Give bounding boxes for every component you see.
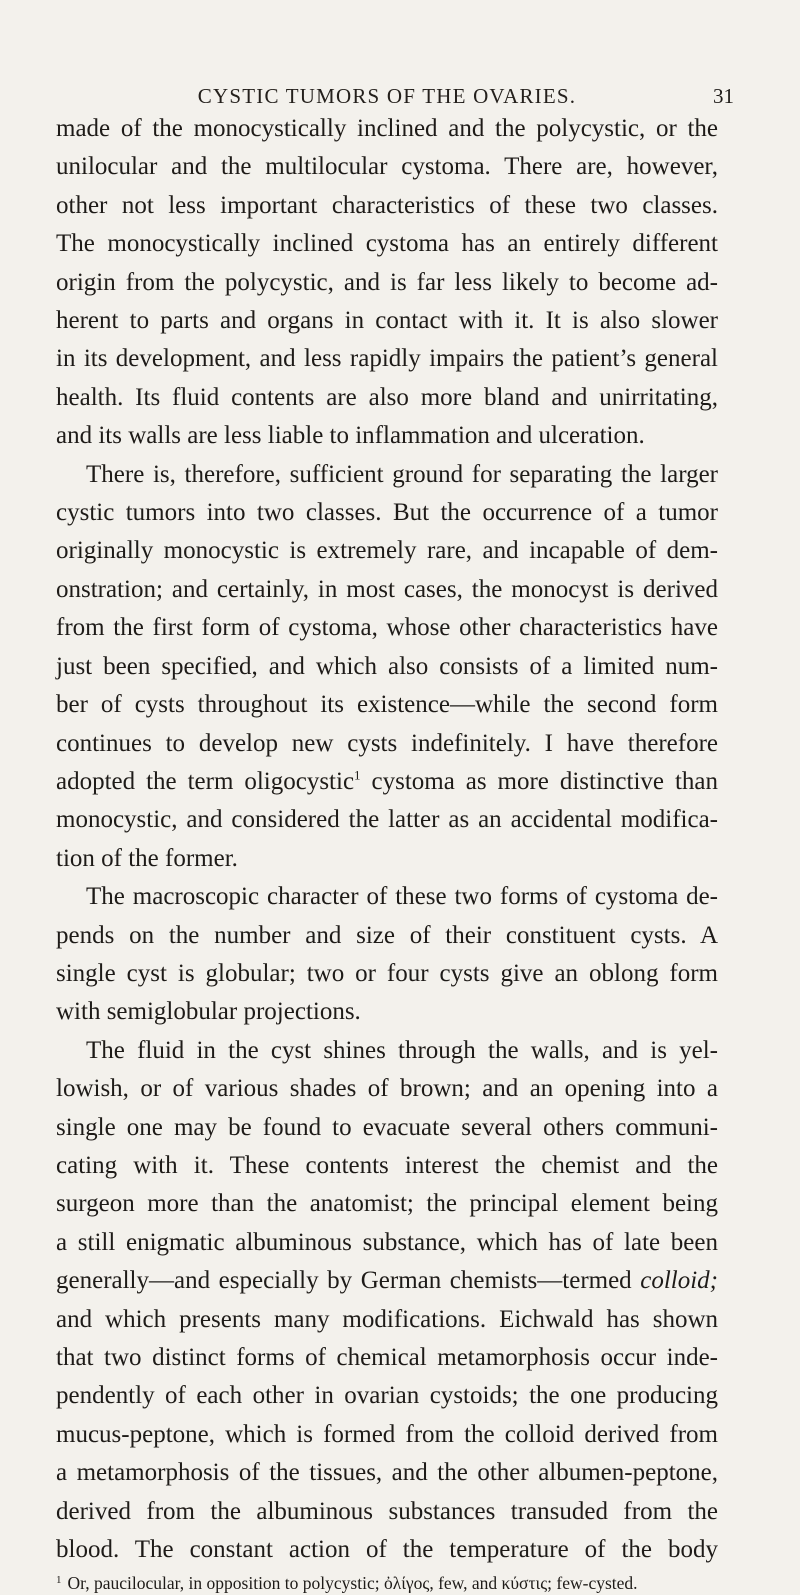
paragraph-1 [56, 110, 718, 456]
text-line: from the first form of cystoma, whose other characteristics have [56, 614, 718, 642]
text-line: other not less important characteristics of these two classes. [56, 191, 718, 219]
text-line: originally monocystic is extremely rare, and incapable of dem- [56, 537, 718, 565]
text-line: The fluid in the cyst shines through the walls, and is yel- [86, 1036, 718, 1064]
text-line: The macroscopic character of these two forms of cystoma de- [86, 883, 718, 911]
text-segment: generally—and especially by German chemists—termed [56, 1267, 632, 1295]
footnote-reference[interactable]: 1 [354, 767, 361, 783]
paragraph-2 [56, 456, 718, 878]
footnote-mark: 1 [56, 1573, 62, 1586]
text-line: and which presents many modifications. Eichwald has shown [56, 1305, 718, 1333]
text-line: onstration; and certainly, in most cases, the monocyst is derived [56, 575, 718, 603]
text-line: with semiglobular projections. [56, 998, 361, 1026]
footnote [56, 1571, 718, 1595]
text-line: tion of the former. [56, 844, 238, 872]
text-line: made of the monocystically inclined and the polycystic, or the [56, 115, 718, 142]
text-line: pendently of each other in ovarian cystoids; the one producing [56, 1382, 718, 1410]
text-line: ber of cysts throughout its existence—while the second form [56, 691, 718, 719]
running-head [56, 0, 734, 110]
text-line-with-footnote-ref [56, 763, 718, 801]
text-line-with-italic [56, 1262, 718, 1300]
text-line: continues to develop new cysts indefinitely. I have therefore [56, 729, 718, 757]
running-head-title: CYSTIC TUMORS OF THE OVARIES. [197, 84, 577, 108]
text-line: in its development, and less rapidly impairs the patient’s general [56, 345, 718, 373]
text-segment: adopted the term oligocystic [56, 767, 355, 795]
text-line: origin from the polycystic, and is far less likely to become ad- [56, 268, 718, 296]
italic-term: colloid; [640, 1267, 719, 1295]
text-line: just been specified, and which also consists of a limited num- [56, 652, 718, 680]
text-line: lowish, or of various shades of brown; and an opening into a [56, 1075, 718, 1103]
text-line: and its walls are less liable to inflammation and ulceration. [56, 422, 645, 450]
footnote-text: Or, paucilocular, in opposition to polycystic; ὀλίγος, few, and κύστις; few-cysted. [67, 1573, 638, 1594]
text-line: herent to parts and organs in contact with it. It is also slower [56, 307, 718, 335]
text-line: single one may be found to evacuate several others communi- [56, 1113, 718, 1141]
text-line: pends on the number and size of their constituent cysts. A [56, 921, 718, 949]
text-line: mucus-peptone, which is formed from the colloid derived from [56, 1420, 718, 1448]
text-line: surgeon more than the anatomist; the principal element being [56, 1190, 718, 1218]
paragraph-4 [56, 1032, 718, 1570]
text-line: derived from the albuminous substances transuded from the [56, 1497, 718, 1525]
paragraph-3 [56, 878, 718, 1032]
text-line: single cyst is globular; two or four cysts give an oblong form [56, 959, 718, 987]
text-line: cystic tumors into two classes. But the occurrence of a tumor [56, 499, 718, 527]
text-line: monocystic, and considered the latter as an accidental modifica- [56, 806, 718, 834]
text-line: health. Its fluid contents are also more bland and unirritating, [56, 383, 718, 411]
text-line: cating with it. These contents interest the chemist and the [56, 1151, 718, 1179]
text-line: a still enigmatic albuminous substance, which has of late been [56, 1228, 718, 1256]
text-line: unilocular and the multilocular cystoma. There are, however, [56, 153, 718, 181]
body-text [56, 110, 718, 1569]
text-line: blood. The constant action of the temperature of the body [56, 1536, 718, 1564]
text-line: that two distinct forms of chemical metamorphosis occur inde- [56, 1344, 718, 1371]
text-line: The monocystically inclined cystoma has an entirely different [56, 230, 718, 258]
page-number: 31 [713, 84, 734, 108]
text-segment: cystoma as more distinctive than [360, 767, 718, 795]
text-line: a metamorphosis of the tissues, and the other albumen-peptone, [56, 1459, 718, 1487]
text-line: There is, therefore, sufficient ground for separating the larger [86, 460, 718, 488]
